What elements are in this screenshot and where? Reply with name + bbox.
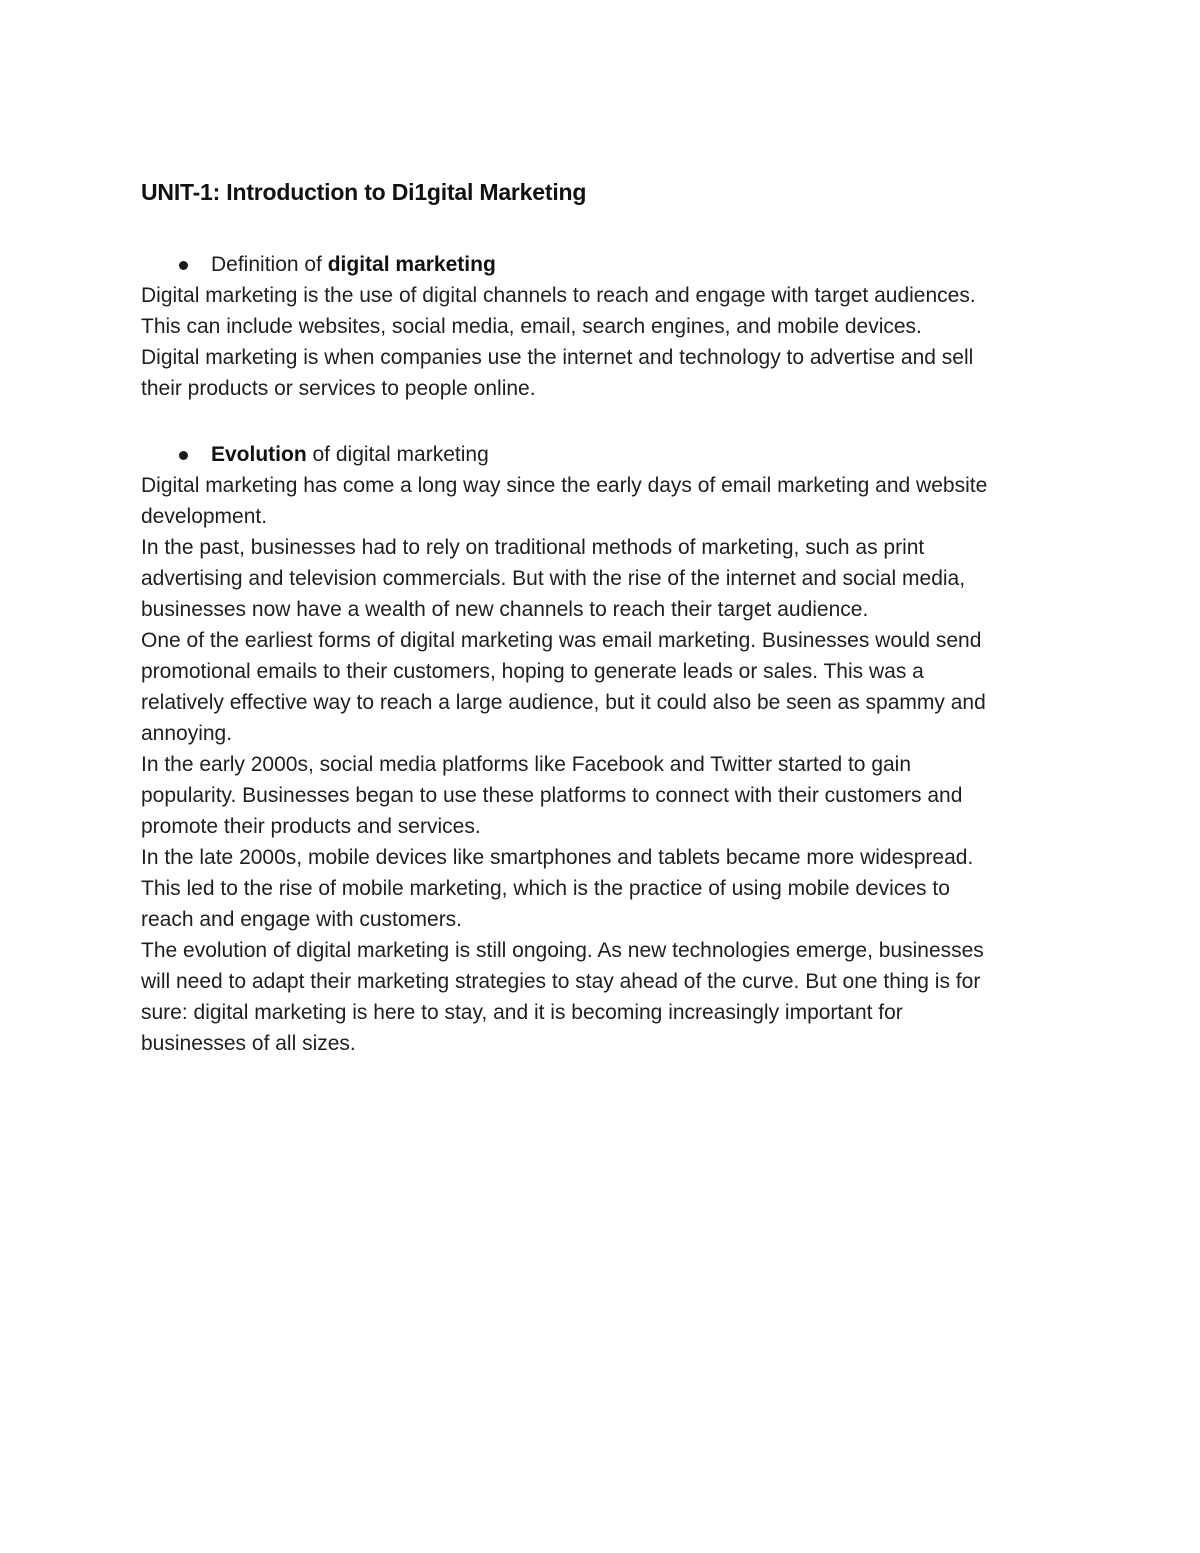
paragraph-evolution-3: One of the earliest forms of digital marketing was email marketing. Businesses would send promotional emails to their customers, hoping to generate leads or sales. This was a relatively effective way to reach a large audience, but it could also be seen as spammy and annoying. — [141, 629, 986, 745]
bullet-definition-prefix: Definition of — [211, 253, 328, 276]
bullet-evolution — [141, 439, 1001, 470]
paragraph-evolution-6: The evolution of digital marketing is still ongoing. As new technologies emerge, businesses will need to adapt their marketing strategies to stay ahead of the curve. But one thing is for sure: digital marketing is here to stay, and it is becoming increasingly important for businesses of all sizes. — [141, 939, 984, 1055]
paragraph-definition-1: Digital marketing is the use of digital channels to reach and engage with target audiences. This can include websites, social media, email, search engines, and mobile devices. — [141, 284, 976, 338]
paragraph-definition-2: Digital marketing is when companies use the internet and technology to advertise and sell their products or services to people online. — [141, 346, 974, 400]
paragraph-evolution-4: In the early 2000s, social media platforms like Facebook and Twitter started to gain popularity. Businesses began to use these platforms to connect with their customers and promote their products and services. — [141, 753, 963, 838]
bullet-dot-icon — [179, 451, 188, 460]
paragraph-evolution-5: In the late 2000s, mobile devices like smartphones and tablets became more widespread. This led to the rise of mobile marketing, which is the practice of using mobile devices to reach and engage with customers. — [141, 846, 974, 931]
bullet-definition — [141, 249, 1001, 280]
paragraph-evolution-2: In the past, businesses had to rely on traditional methods of marketing, such as print advertising and television commercials. But with the rise of the internet and social media, businesses now have a wealth of new channels to reach their target audience. — [141, 536, 966, 621]
bullet-evolution-suffix: of digital marketing — [306, 443, 489, 466]
bullet-definition-bold: digital marketing — [327, 253, 496, 276]
document-body — [141, 176, 1001, 1059]
paragraph-evolution-1: Digital marketing has come a long way since the early days of email marketing and website development. — [141, 474, 988, 528]
bullet-dot-icon — [179, 261, 188, 270]
bullet-evolution-bold: Evolution — [211, 443, 307, 466]
document-title: UNIT-1: Introduction to Di1gital Marketing — [141, 179, 587, 205]
